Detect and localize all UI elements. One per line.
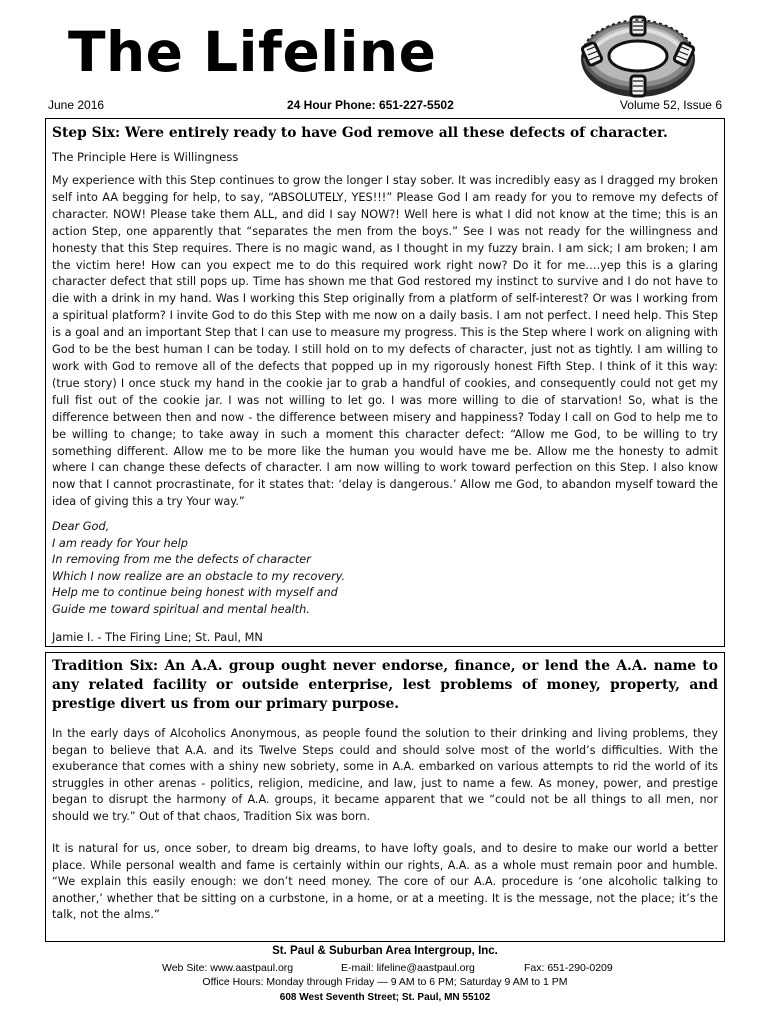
step-heading: Step Six: Were entirely ready to have God remove all these defects of character.: [52, 125, 668, 141]
prayer-line: Guide me toward spiritual and mental health.: [52, 602, 310, 616]
life-ring-icon: [577, 12, 699, 102]
prayer-line: I am ready for Your help: [52, 536, 188, 550]
tradition-six-article: [45, 652, 725, 942]
prayer-line: Which I now realize are an obstacle to my recovery.: [52, 569, 346, 583]
step-six-article: [45, 118, 725, 647]
step-principle: The Principle Here is Willingness: [52, 150, 239, 164]
tradition-heading: Tradition Six: An A.A. group ought never endorse, finance, or lend the A.A. name to any related facility or outside enterprise, lest problems of money, property, and prestige divert us from our primary purpose.: [52, 658, 718, 712]
prayer-line: In removing from me the defects of character: [52, 553, 311, 567]
prayer: [52, 519, 718, 618]
prayer-line: Help me to continue being honest with myself and: [52, 586, 338, 600]
footer-hours: Office Hours: Monday through Friday — 9 AM to 6 PM; Saturday 9 AM to 1 PM: [202, 976, 568, 988]
footer-fax: Fax: 651-290-0209: [524, 962, 613, 974]
masthead: [0, 0, 770, 120]
volume-issue: Volume 52, Issue 6: [619, 98, 722, 112]
footer-org: St. Paul & Suburban Area Intergroup, Inc.: [272, 945, 498, 957]
paragraph-spacer: [52, 825, 718, 841]
author-signature: Jamie I. - The Firing Line; St. Paul, MN: [52, 631, 263, 645]
issue-date: June 2016: [48, 98, 105, 112]
footer-email[interactable]: E-mail: lifeline@aastpaul.org: [341, 962, 475, 974]
tradition-paragraph-1: In the early days of Alcoholics Anonymous, as people found the solution to their drinking and living problems, they began to believe that A.A. and its Twelve Steps could and should solve most of the world’s difficulties. With the exuberance that comes with a shiny new sobriety, some in A.A. embarked on various attempts to rid the world of its struggles in other arenas - politics, religion, medicine, and law, just to name a few. As money, power, and prestige began to disrupt the harmony of A.A. groups, it became apparent that we “could not be all things to all men, nor should we try.” Out of that chaos, Tradition Six was born.: [52, 727, 718, 823]
tradition-paragraph-2: It is natural for us, once sober, to dream big dreams, to have lofty goals, and to desire to make our world a better place. While personal wealth and fame is certainly within our rights, A.A. as a whole must remain poor and humble. “We explain this easily enough: we don’t need money. The core of our A.A. procedure is ‘one alcoholic talking to another,’ whether that be sitting on a curbstone, in a home, or at a meeting. It is the message, not the place; it’s the talk, not the alms.”: [52, 842, 718, 921]
newsletter-title: The Lifeline: [68, 20, 437, 84]
prayer-line: Dear God,: [52, 520, 110, 534]
step-body: My experience with this Step continues to grow the longer I stay sober. It was incredibly easy as I dragged my broken self into AA begging for help, to say, “ABSOLUTELY, YES!!!” Please God I am ready for you to remove my defects of character. NOW! Please take them ALL, and did I say NOW?! Well here is what I did not know at the time; this is an action Step, one apparently that “separates the men from the boys.” See I was not ready for the willingness and honesty that this Step requires. There is no magic wand, as I thought in my fuzzy brain. I am sick; I am broken; I am the victim here! How can you expect me to do this required work right now? Do it for me….yep this is a glaring character defect that still pops up. Time has shown me that God restored my instinct to survive and I do not have to die with a drink in my hand. Was I working this Step originally from a platform of self-interest? Or was I working from a spiritual platform? I invite God to do this Step with me now on a daily basis. I am not perfect. I need help. This Step is a goal and an important Step that I can use to measure my progress. This is the Step where I work on aligning with God to be the best human I can be today. I still hold on to my defects of character, just not as tightly. I am willing to work with God to remove all of the defects that popped up in my rigorously honest Fifth Step. I think of it this way: (true story) I once stuck my hand in the cookie jar to grab a handful of cookies, and consequently could not get my full fist out of the cookie jar. I was not willing to let go. I was more willing to die of starvation! So, what is the difference between then and now - the difference between misery and happiness? Today I call on God to help me to be willing to change; to take away in such a moment this character defect: “Allow me God, to be willing to try something different. Allow me to be more like the human you would have me be. Allow me the honesty to admit where I can change these defects of character. I am now willing to work toward perfection on this Step. I also know now that I cannot procrastinate, for it states that: ‘delay is dangerous.’ Allow me God, to abandon myself toward the idea of giving this a try Your way.”: [52, 174, 718, 509]
footer-address: 608 West Seventh Street; St. Paul, MN 55102: [279, 992, 491, 1003]
hotline-phone: 24 Hour Phone: 651-227-5502: [287, 98, 454, 112]
footer-website[interactable]: Web Site: www.aastpaul.org: [162, 962, 294, 974]
